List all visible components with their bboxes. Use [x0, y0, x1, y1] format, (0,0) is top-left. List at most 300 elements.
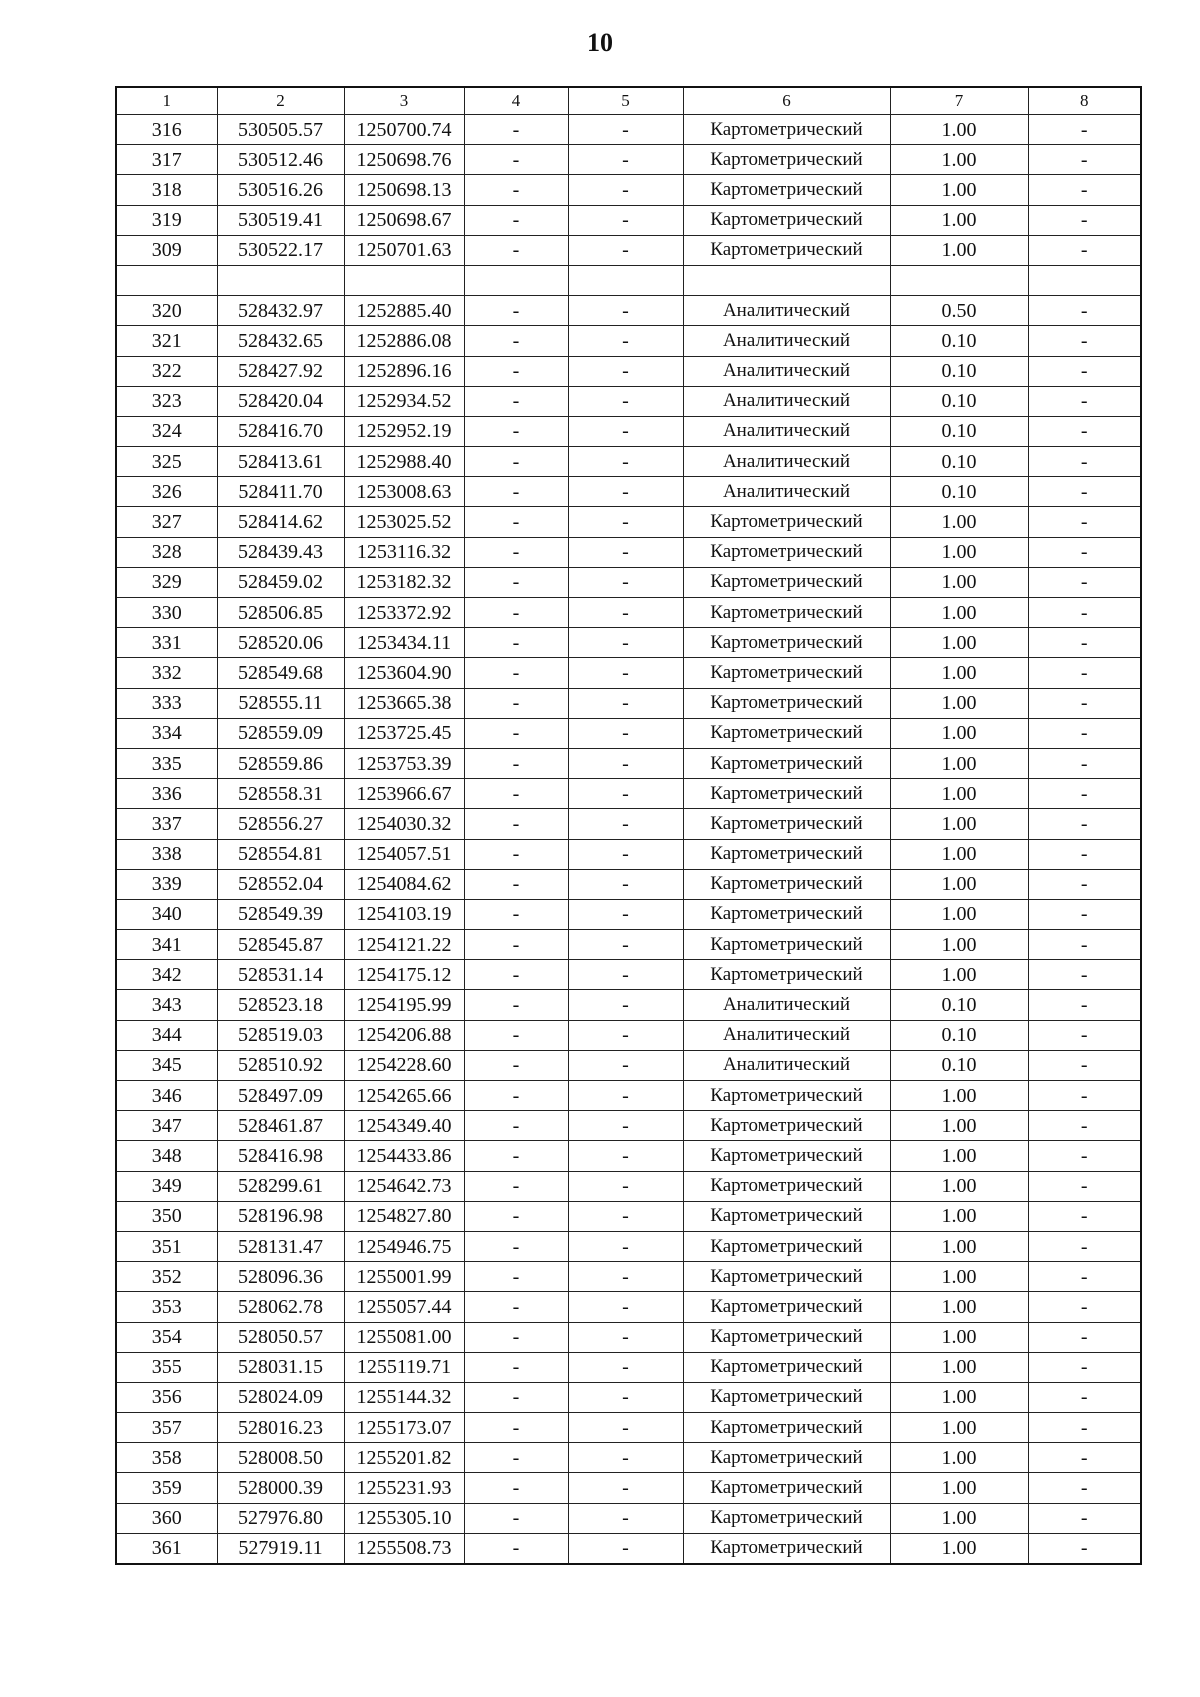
cell-col-8	[1028, 265, 1141, 295]
cell-method: Картометрический	[683, 507, 890, 537]
cell-col-4: -	[464, 779, 568, 809]
cell-col-4: -	[464, 1473, 568, 1503]
cell-col-4: -	[464, 1533, 568, 1564]
cell-col-8: -	[1028, 960, 1141, 990]
cell-x-coordinate: 528000.39	[217, 1473, 344, 1503]
cell-col-5: -	[568, 1141, 683, 1171]
cell-col-8: -	[1028, 447, 1141, 477]
cell-x-coordinate: 528559.09	[217, 718, 344, 748]
cell-accuracy: 1.00	[890, 1292, 1028, 1322]
cell-col-8: -	[1028, 809, 1141, 839]
cell-col-5	[568, 265, 683, 295]
cell-col-8: -	[1028, 235, 1141, 265]
table-body	[116, 87, 1141, 1564]
cell-y-coordinate: 1254175.12	[344, 960, 464, 990]
cell-x-coordinate: 527919.11	[217, 1533, 344, 1564]
cell-method: Картометрический	[683, 1141, 890, 1171]
cell-col-4: -	[464, 628, 568, 658]
table-row	[116, 688, 1141, 718]
cell-method: Картометрический	[683, 1171, 890, 1201]
table-row	[116, 1171, 1141, 1201]
cell-col-4: -	[464, 1171, 568, 1201]
cell-x-coordinate: 528555.11	[217, 688, 344, 718]
cell-col-5: -	[568, 1171, 683, 1201]
cell-point-number: 343	[116, 990, 217, 1020]
cell-point-number: 345	[116, 1050, 217, 1080]
cell-accuracy: 1.00	[890, 205, 1028, 235]
cell-point-number: 339	[116, 869, 217, 899]
page-number: 10	[587, 28, 613, 57]
cell-col-5: -	[568, 537, 683, 567]
cell-col-8: -	[1028, 1352, 1141, 1382]
cell-point-number: 331	[116, 628, 217, 658]
cell-col-5: -	[568, 1050, 683, 1080]
cell-col-5: -	[568, 990, 683, 1020]
cell-method	[683, 265, 890, 295]
cell-y-coordinate: 1255001.99	[344, 1262, 464, 1292]
cell-col-5: -	[568, 1382, 683, 1412]
cell-col-5: -	[568, 1081, 683, 1111]
cell-col-4	[464, 265, 568, 295]
cell-accuracy: 1.00	[890, 1533, 1028, 1564]
cell-col-8: -	[1028, 115, 1141, 145]
cell-col-8: -	[1028, 779, 1141, 809]
cell-col-8: -	[1028, 990, 1141, 1020]
cell-col-5: -	[568, 1503, 683, 1533]
cell-col-4: -	[464, 1413, 568, 1443]
cell-x-coordinate	[217, 265, 344, 295]
cell-accuracy: 0.10	[890, 386, 1028, 416]
cell-method: Аналитический	[683, 326, 890, 356]
cell-method: Картометрический	[683, 1443, 890, 1473]
cell-y-coordinate: 1250698.76	[344, 145, 464, 175]
cell-col-5: -	[568, 1533, 683, 1564]
cell-point-number: 320	[116, 296, 217, 326]
column-header-2: 2	[217, 87, 344, 115]
cell-method: Картометрический	[683, 235, 890, 265]
cell-point-number: 321	[116, 326, 217, 356]
cell-col-8: -	[1028, 296, 1141, 326]
cell-col-4: -	[464, 416, 568, 446]
cell-col-4: -	[464, 145, 568, 175]
cell-y-coordinate: 1254946.75	[344, 1231, 464, 1261]
table-row	[116, 1382, 1141, 1412]
cell-col-8: -	[1028, 598, 1141, 628]
cell-col-5: -	[568, 326, 683, 356]
cell-col-8: -	[1028, 1322, 1141, 1352]
cell-point-number: 326	[116, 477, 217, 507]
table-row	[116, 1473, 1141, 1503]
cell-x-coordinate: 528554.81	[217, 839, 344, 869]
cell-x-coordinate: 530519.41	[217, 205, 344, 235]
cell-accuracy: 0.50	[890, 296, 1028, 326]
cell-y-coordinate: 1255144.32	[344, 1382, 464, 1412]
cell-x-coordinate: 528520.06	[217, 628, 344, 658]
cell-col-5: -	[568, 145, 683, 175]
cell-y-coordinate: 1252885.40	[344, 296, 464, 326]
cell-x-coordinate: 530512.46	[217, 145, 344, 175]
cell-method: Картометрический	[683, 1231, 890, 1261]
cell-method: Аналитический	[683, 296, 890, 326]
table-row	[116, 598, 1141, 628]
cell-method: Картометрический	[683, 1473, 890, 1503]
cell-accuracy: 1.00	[890, 1322, 1028, 1352]
cell-y-coordinate: 1253008.63	[344, 477, 464, 507]
cell-y-coordinate: 1254349.40	[344, 1111, 464, 1141]
table-row	[116, 779, 1141, 809]
cell-point-number: 319	[116, 205, 217, 235]
cell-col-8: -	[1028, 175, 1141, 205]
cell-x-coordinate: 530516.26	[217, 175, 344, 205]
cell-col-8: -	[1028, 386, 1141, 416]
cell-y-coordinate: 1254642.73	[344, 1171, 464, 1201]
table-row	[116, 839, 1141, 869]
cell-x-coordinate: 528559.86	[217, 748, 344, 778]
table-header-row	[116, 87, 1141, 115]
cell-col-5: -	[568, 1201, 683, 1231]
cell-col-4: -	[464, 1322, 568, 1352]
cell-y-coordinate: 1254206.88	[344, 1020, 464, 1050]
cell-point-number: 355	[116, 1352, 217, 1382]
cell-point-number: 330	[116, 598, 217, 628]
cell-col-4: -	[464, 748, 568, 778]
cell-x-coordinate: 528549.39	[217, 899, 344, 929]
cell-point-number: 361	[116, 1533, 217, 1564]
cell-accuracy: 1.00	[890, 688, 1028, 718]
table-row	[116, 930, 1141, 960]
cell-y-coordinate: 1254057.51	[344, 839, 464, 869]
cell-col-4: -	[464, 1141, 568, 1171]
cell-col-5: -	[568, 869, 683, 899]
cell-col-5: -	[568, 1292, 683, 1322]
cell-y-coordinate: 1253753.39	[344, 748, 464, 778]
cell-x-coordinate: 528024.09	[217, 1382, 344, 1412]
cell-y-coordinate: 1250700.74	[344, 115, 464, 145]
cell-accuracy	[890, 265, 1028, 295]
table-row	[116, 477, 1141, 507]
cell-col-4: -	[464, 115, 568, 145]
cell-method: Картометрический	[683, 869, 890, 899]
cell-point-number: 316	[116, 115, 217, 145]
cell-accuracy: 1.00	[890, 779, 1028, 809]
table-row	[116, 1111, 1141, 1141]
cell-method: Картометрический	[683, 1413, 890, 1443]
cell-method: Картометрический	[683, 748, 890, 778]
cell-accuracy: 1.00	[890, 869, 1028, 899]
cell-col-4: -	[464, 990, 568, 1020]
table-row	[116, 205, 1141, 235]
cell-y-coordinate: 1253725.45	[344, 718, 464, 748]
table-row	[116, 960, 1141, 990]
cell-y-coordinate: 1253116.32	[344, 537, 464, 567]
cell-y-coordinate: 1255508.73	[344, 1533, 464, 1564]
cell-y-coordinate: 1254827.80	[344, 1201, 464, 1231]
cell-accuracy: 1.00	[890, 235, 1028, 265]
cell-x-coordinate: 528432.97	[217, 296, 344, 326]
cell-col-8: -	[1028, 507, 1141, 537]
cell-point-number: 347	[116, 1111, 217, 1141]
cell-x-coordinate: 528552.04	[217, 869, 344, 899]
cell-col-8: -	[1028, 537, 1141, 567]
table-row	[116, 1352, 1141, 1382]
cell-col-5: -	[568, 1443, 683, 1473]
cell-col-8: -	[1028, 1201, 1141, 1231]
cell-point-number: 325	[116, 447, 217, 477]
cell-x-coordinate: 528050.57	[217, 1322, 344, 1352]
cell-col-4: -	[464, 1503, 568, 1533]
table-row	[116, 416, 1141, 446]
cell-col-4: -	[464, 960, 568, 990]
table-row	[116, 447, 1141, 477]
cell-point-number: 341	[116, 930, 217, 960]
column-header-7: 7	[890, 87, 1028, 115]
cell-y-coordinate: 1254228.60	[344, 1050, 464, 1080]
cell-col-8: -	[1028, 567, 1141, 597]
cell-x-coordinate: 530522.17	[217, 235, 344, 265]
cell-x-coordinate: 528416.70	[217, 416, 344, 446]
cell-point-number: 358	[116, 1443, 217, 1473]
cell-accuracy: 1.00	[890, 809, 1028, 839]
cell-col-8: -	[1028, 1081, 1141, 1111]
cell-method: Картометрический	[683, 899, 890, 929]
cell-point-number: 334	[116, 718, 217, 748]
cell-accuracy: 1.00	[890, 1473, 1028, 1503]
cell-point-number: 335	[116, 748, 217, 778]
cell-col-5: -	[568, 1231, 683, 1261]
cell-method: Картометрический	[683, 145, 890, 175]
cell-col-5: -	[568, 205, 683, 235]
cell-y-coordinate	[344, 265, 464, 295]
cell-method: Аналитический	[683, 1020, 890, 1050]
table-row	[116, 628, 1141, 658]
cell-col-4: -	[464, 507, 568, 537]
cell-col-8: -	[1028, 416, 1141, 446]
cell-accuracy: 1.00	[890, 1201, 1028, 1231]
table-row	[116, 718, 1141, 748]
table-row	[116, 1141, 1141, 1171]
table-row	[116, 899, 1141, 929]
cell-col-4: -	[464, 386, 568, 416]
cell-col-5: -	[568, 960, 683, 990]
column-header-1: 1	[116, 87, 217, 115]
cell-y-coordinate: 1253025.52	[344, 507, 464, 537]
cell-col-5: -	[568, 1322, 683, 1352]
cell-col-4: -	[464, 326, 568, 356]
cell-point-number: 357	[116, 1413, 217, 1443]
cell-col-5: -	[568, 175, 683, 205]
cell-y-coordinate: 1255119.71	[344, 1352, 464, 1382]
cell-x-coordinate: 528432.65	[217, 326, 344, 356]
cell-col-8: -	[1028, 930, 1141, 960]
cell-x-coordinate: 528411.70	[217, 477, 344, 507]
cell-y-coordinate: 1253665.38	[344, 688, 464, 718]
table-row	[116, 1201, 1141, 1231]
cell-method: Картометрический	[683, 1352, 890, 1382]
table-row	[116, 748, 1141, 778]
cell-y-coordinate: 1255057.44	[344, 1292, 464, 1322]
cell-point-number: 317	[116, 145, 217, 175]
cell-y-coordinate: 1250698.67	[344, 205, 464, 235]
cell-point-number: 353	[116, 1292, 217, 1322]
cell-col-5: -	[568, 235, 683, 265]
cell-point-number: 342	[116, 960, 217, 990]
cell-point-number: 336	[116, 779, 217, 809]
cell-x-coordinate: 528016.23	[217, 1413, 344, 1443]
cell-y-coordinate: 1254030.32	[344, 809, 464, 839]
cell-col-4: -	[464, 1292, 568, 1322]
cell-x-coordinate: 528131.47	[217, 1231, 344, 1261]
cell-accuracy: 1.00	[890, 1352, 1028, 1382]
cell-x-coordinate: 528506.85	[217, 598, 344, 628]
cell-method: Картометрический	[683, 779, 890, 809]
cell-col-5: -	[568, 688, 683, 718]
cell-col-4: -	[464, 477, 568, 507]
cell-y-coordinate: 1252952.19	[344, 416, 464, 446]
cell-x-coordinate: 528008.50	[217, 1443, 344, 1473]
cell-y-coordinate: 1253434.11	[344, 628, 464, 658]
cell-col-8: -	[1028, 1503, 1141, 1533]
cell-accuracy: 1.00	[890, 175, 1028, 205]
cell-col-4: -	[464, 658, 568, 688]
cell-col-5: -	[568, 718, 683, 748]
cell-method: Картометрический	[683, 1201, 890, 1231]
cell-accuracy: 1.00	[890, 960, 1028, 990]
table-row	[116, 567, 1141, 597]
table-row	[116, 356, 1141, 386]
cell-method: Аналитический	[683, 416, 890, 446]
cell-y-coordinate: 1255081.00	[344, 1322, 464, 1352]
cell-x-coordinate: 528439.43	[217, 537, 344, 567]
cell-y-coordinate: 1253372.92	[344, 598, 464, 628]
cell-point-number: 348	[116, 1141, 217, 1171]
cell-y-coordinate: 1254195.99	[344, 990, 464, 1020]
cell-col-4: -	[464, 1081, 568, 1111]
cell-point-number: 332	[116, 658, 217, 688]
cell-point-number: 324	[116, 416, 217, 446]
table-row	[116, 1503, 1141, 1533]
table-row	[116, 296, 1141, 326]
cell-accuracy: 1.00	[890, 839, 1028, 869]
table-row	[116, 235, 1141, 265]
table-row	[116, 175, 1141, 205]
cell-x-coordinate: 528414.62	[217, 507, 344, 537]
cell-x-coordinate: 528427.92	[217, 356, 344, 386]
cell-x-coordinate: 528523.18	[217, 990, 344, 1020]
cell-col-8: -	[1028, 356, 1141, 386]
cell-accuracy: 1.00	[890, 1111, 1028, 1141]
cell-accuracy: 0.10	[890, 326, 1028, 356]
cell-col-4: -	[464, 1443, 568, 1473]
cell-col-4: -	[464, 1020, 568, 1050]
cell-col-5: -	[568, 356, 683, 386]
cell-x-coordinate: 528413.61	[217, 447, 344, 477]
cell-col-4: -	[464, 930, 568, 960]
cell-col-8: -	[1028, 1262, 1141, 1292]
cell-x-coordinate: 528062.78	[217, 1292, 344, 1322]
cell-accuracy: 1.00	[890, 145, 1028, 175]
cell-col-8: -	[1028, 205, 1141, 235]
cell-x-coordinate: 528558.31	[217, 779, 344, 809]
cell-y-coordinate: 1250698.13	[344, 175, 464, 205]
cell-col-4: -	[464, 1262, 568, 1292]
cell-col-8: -	[1028, 1050, 1141, 1080]
cell-accuracy: 1.00	[890, 1382, 1028, 1412]
cell-method: Аналитический	[683, 1050, 890, 1080]
coordinates-table	[115, 86, 1142, 1565]
cell-point-number: 352	[116, 1262, 217, 1292]
cell-x-coordinate: 528420.04	[217, 386, 344, 416]
cell-point-number: 356	[116, 1382, 217, 1412]
cell-y-coordinate: 1254433.86	[344, 1141, 464, 1171]
cell-x-coordinate: 528556.27	[217, 809, 344, 839]
cell-col-8: -	[1028, 1382, 1141, 1412]
cell-point-number: 322	[116, 356, 217, 386]
cell-accuracy: 1.00	[890, 1443, 1028, 1473]
cell-col-5: -	[568, 1413, 683, 1443]
cell-col-5: -	[568, 1111, 683, 1141]
cell-col-4: -	[464, 688, 568, 718]
table-row	[116, 1020, 1141, 1050]
cell-accuracy: 1.00	[890, 1141, 1028, 1171]
cell-col-8: -	[1028, 326, 1141, 356]
cell-point-number: 349	[116, 1171, 217, 1201]
cell-point-number: 344	[116, 1020, 217, 1050]
cell-accuracy: 0.10	[890, 416, 1028, 446]
column-header-8: 8	[1028, 87, 1141, 115]
cell-col-4: -	[464, 1382, 568, 1412]
cell-x-coordinate: 528497.09	[217, 1081, 344, 1111]
cell-accuracy: 1.00	[890, 537, 1028, 567]
table-row	[116, 658, 1141, 688]
cell-col-4: -	[464, 296, 568, 326]
cell-accuracy: 1.00	[890, 930, 1028, 960]
cell-col-8: -	[1028, 477, 1141, 507]
cell-col-4: -	[464, 235, 568, 265]
cell-accuracy: 1.00	[890, 1231, 1028, 1261]
cell-col-4: -	[464, 899, 568, 929]
cell-method: Аналитический	[683, 447, 890, 477]
cell-col-5: -	[568, 839, 683, 869]
cell-col-4: -	[464, 1231, 568, 1261]
cell-accuracy: 1.00	[890, 748, 1028, 778]
cell-col-8: -	[1028, 869, 1141, 899]
table-row	[116, 537, 1141, 567]
cell-accuracy: 1.00	[890, 1262, 1028, 1292]
table-row	[116, 507, 1141, 537]
cell-method: Картометрический	[683, 1503, 890, 1533]
cell-col-8: -	[1028, 688, 1141, 718]
cell-point-number: 333	[116, 688, 217, 718]
cell-x-coordinate: 527976.80	[217, 1503, 344, 1533]
table-row	[116, 869, 1141, 899]
column-header-4: 4	[464, 87, 568, 115]
cell-accuracy: 1.00	[890, 1081, 1028, 1111]
cell-method: Картометрический	[683, 598, 890, 628]
cell-x-coordinate: 528031.15	[217, 1352, 344, 1382]
cell-method: Аналитический	[683, 386, 890, 416]
cell-point-number	[116, 265, 217, 295]
cell-method: Аналитический	[683, 356, 890, 386]
cell-col-8: -	[1028, 1443, 1141, 1473]
cell-col-5: -	[568, 930, 683, 960]
cell-x-coordinate: 528531.14	[217, 960, 344, 990]
cell-y-coordinate: 1252886.08	[344, 326, 464, 356]
cell-method: Картометрический	[683, 1081, 890, 1111]
cell-y-coordinate: 1254084.62	[344, 869, 464, 899]
cell-col-5: -	[568, 1262, 683, 1292]
cell-col-8: -	[1028, 1231, 1141, 1261]
cell-y-coordinate: 1255231.93	[344, 1473, 464, 1503]
